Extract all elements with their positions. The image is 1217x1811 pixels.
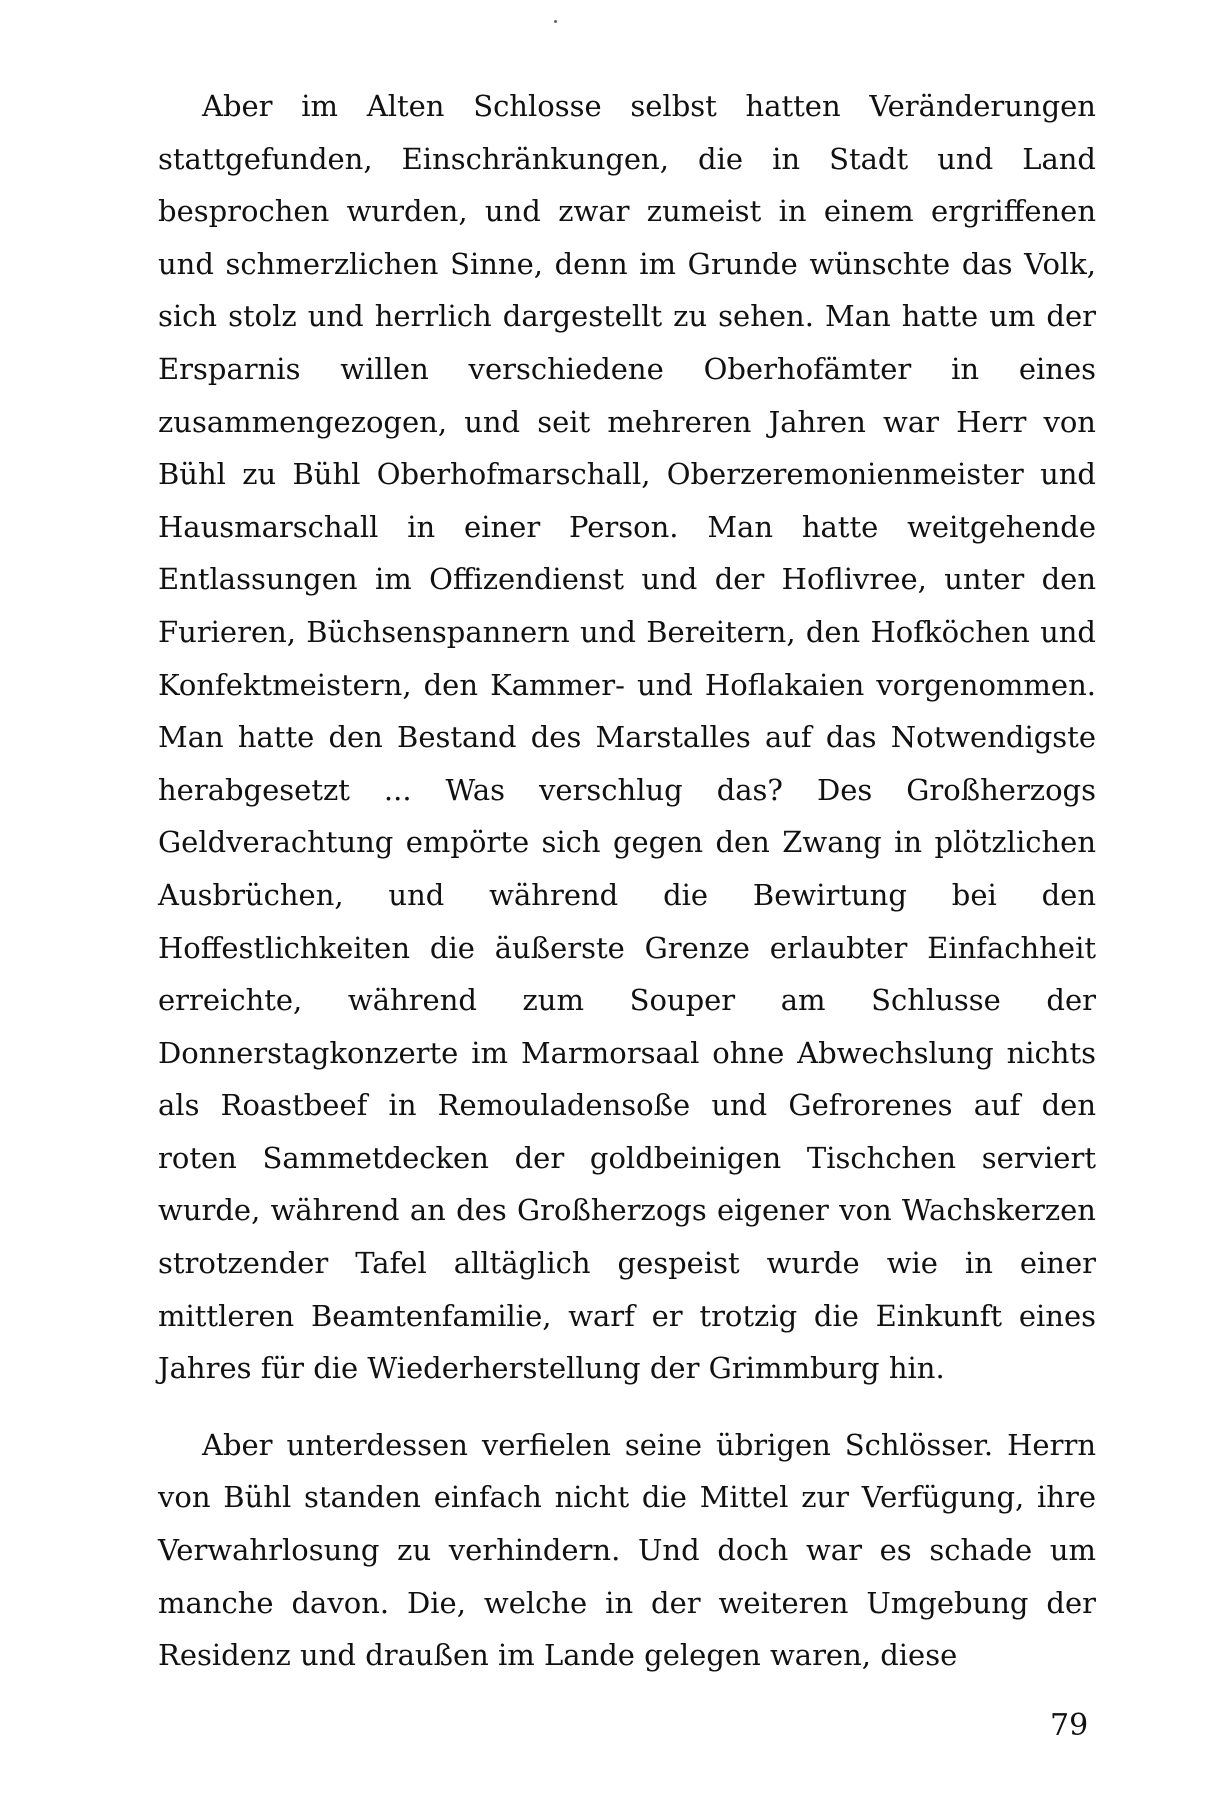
paragraph-2: Aber unterdessen verfielen seine übrigen Schlösser. Herrn von Bühl standen einfach nicht die Mittel zur Verfügung, ihre Verwahrlosung zu verhindern. Und doch war es schade um manche davon. Die, welche in der weiteren Umgebung der Residenz und draußen im Lande gelegen waren, diese bbox=[158, 1427, 1096, 1673]
body-text bbox=[158, 80, 1096, 1682]
page-number: 79 bbox=[1050, 1708, 1089, 1743]
print-speck bbox=[554, 20, 557, 23]
paragraph-1: Aber im Alten Schlosse selbst hatten Veränderungen stattgefunden, Einschränkungen, die in Stadt und Land besprochen wurden, und zwar zumeist in einem ergriffenen und schmerzlichen Sinne, denn im Grunde wünschte das Volk, sich stolz und herrlich dargestellt zu sehen. Man hatte um der Ersparnis willen verschiedene Oberhofämter in eines zusammengezogen, und seit mehreren Jahren war Herr von Bühl zu Bühl Oberhofmarschall, Oberzeremonienmeister und Hausmarschall in einer Person. Man hatte weitgehende Entlassungen im Offizendienst und der Hoflivree, unter den Furieren, Büchsenspannern und Bereitern, den Hofköchen und Konfektmeistern, den Kammer- und Hoflakaien vorgenommen. Man hatte den Bestand des Marstalles auf das Notwendigste herabgesetzt ... Was verschlug das? Des Großherzogs Geldverachtung empörte sich gegen den Zwang in plötzlichen Ausbrüchen, und während die Bewirtung bei den Hoffestlichkeiten die äußerste Grenze erlaubter Einfachheit erreichte, während zum Souper am Schlusse der Donnerstagkonzerte im Marmorsaal ohne Abwechslung nichts als Roastbeef in Remouladensoße und Gefrorenes auf den roten Sammetdecken der goldbeinigen Tischchen serviert wurde, während an des Großherzogs eigener von Wachskerzen strotzender Tafel alltäglich gespeist wurde wie in einer mittleren Beamtenfamilie, warf er trotzig die Einkunft eines Jahres für die Wiederherstellung der Grimmburg hin. bbox=[158, 89, 1096, 1386]
